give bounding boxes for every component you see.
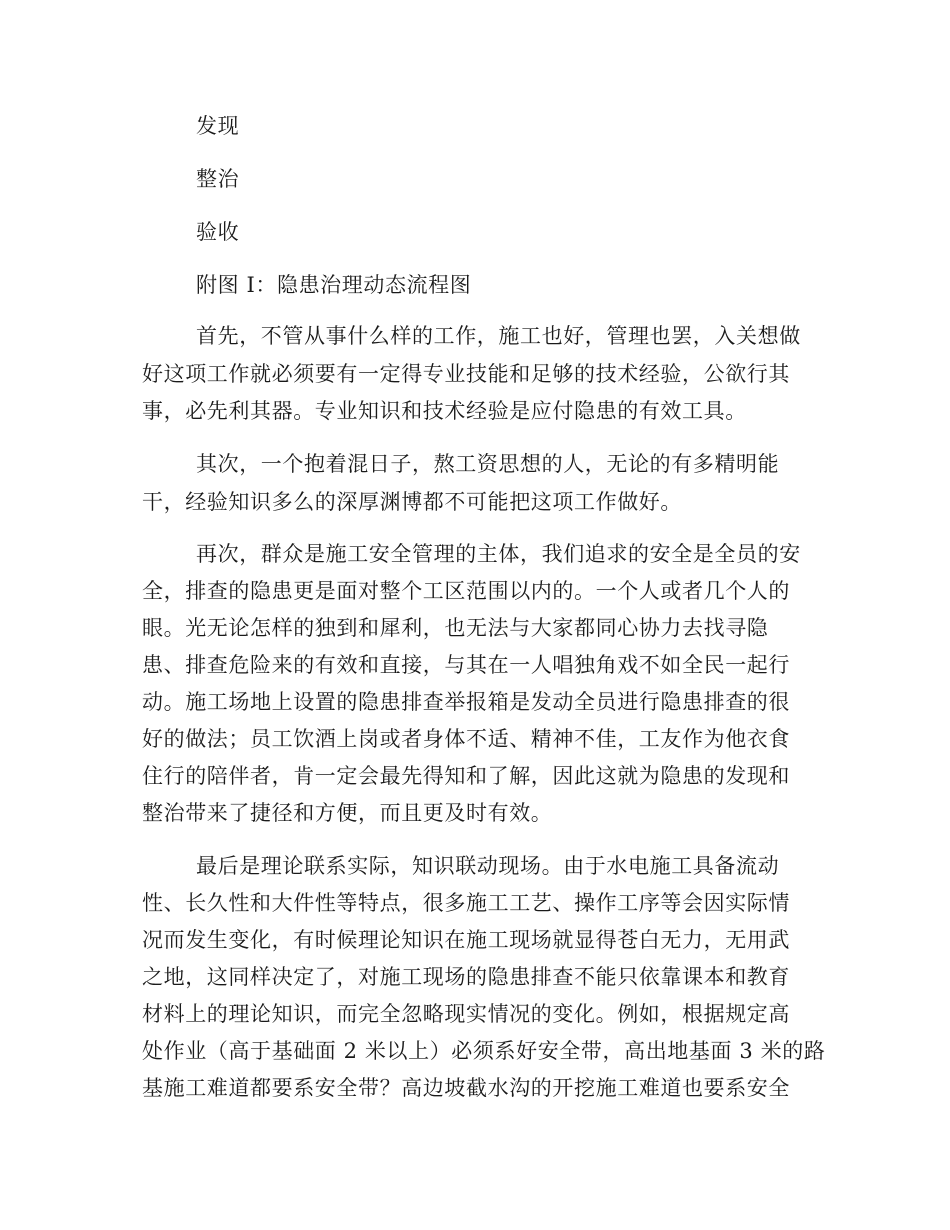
paragraph-2-line-1: 其次，一个抱着混日子，熬工资思想的人，无论的有多精明能 <box>196 452 780 476</box>
paragraph-3-line-3: 眼。光无论怎样的独到和犀利，也无法与大家都同心协力去找寻隐 <box>142 616 769 640</box>
paragraph-2-line-2: 干，经验知识多么的深厚渊博都不可能把这项工作做好。 <box>142 490 682 514</box>
paragraph-3-line-5: 动。施工场地上设置的隐患排查举报箱是发动全员进行隐患排查的很 <box>142 690 790 714</box>
paragraph-1-line-2: 好这项工作就必须要有一定得专业技能和足够的技术经验，公欲行其 <box>142 362 790 386</box>
paragraph-3-line-4: 患、排查危险来的有效和直接，与其在一人唱独角戏不如全民一起行 <box>142 653 790 677</box>
flow-step-accept: 验收 <box>196 220 240 244</box>
figure-caption: 附图 I：隐患治理动态流程图 <box>196 273 472 297</box>
paragraph-3-line-6: 好的做法；员工饮酒上岗或者身体不适、精神不佳，工友作为他衣食 <box>142 727 790 751</box>
flow-step-discover: 发现 <box>196 114 240 138</box>
paragraph-4-line-6: 处作业（高于基础面 2 米以上）必须系好安全带，高出地基面 3 米的路 <box>142 1039 826 1063</box>
paragraph-3-line-7: 住行的陪伴者，肯一定会最先得知和了解，因此这就为隐患的发现和 <box>142 764 790 788</box>
paragraph-4-line-2: 性、长久性和大件性等特点，很多施工工艺、操作工序等会因实际情 <box>142 891 790 915</box>
paragraph-4-line-4: 之地，这同样决定了，对施工现场的隐患排查不能只依靠课本和教育 <box>142 965 790 989</box>
paragraph-4-line-1: 最后是理论联系实际，知识联动现场。由于水电施工具备流动 <box>196 854 780 878</box>
flow-step-rectify: 整治 <box>196 167 240 191</box>
paragraph-4-line-7: 基施工难道都要系安全带？高边坡截水沟的开挖施工难道也要系安全 <box>142 1076 790 1100</box>
paragraph-1-line-1: 首先，不管从事什么样的工作，施工也好，管理也罢，入关想做 <box>196 324 801 348</box>
paragraph-3-line-2: 全，排查的隐患更是面对整个工区范围以内的。一个人或者几个人的 <box>142 579 790 603</box>
paragraph-3-line-8: 整治带来了捷径和方便，而且更及时有效。 <box>142 801 553 825</box>
paragraph-3-line-1: 再次，群众是施工安全管理的主体，我们追求的安全是全员的安 <box>196 542 801 566</box>
paragraph-4-line-3: 况而发生变化，有时候理论知识在施工现场就显得苍白无力，无用武 <box>142 928 790 952</box>
paragraph-1-line-3: 事，必先利其器。专业知识和技术经验是应付隐患的有效工具。 <box>142 399 747 423</box>
paragraph-4-line-5: 材料上的理论知识，而完全忽略现实情况的变化。例如，根据规定高 <box>142 1002 790 1026</box>
